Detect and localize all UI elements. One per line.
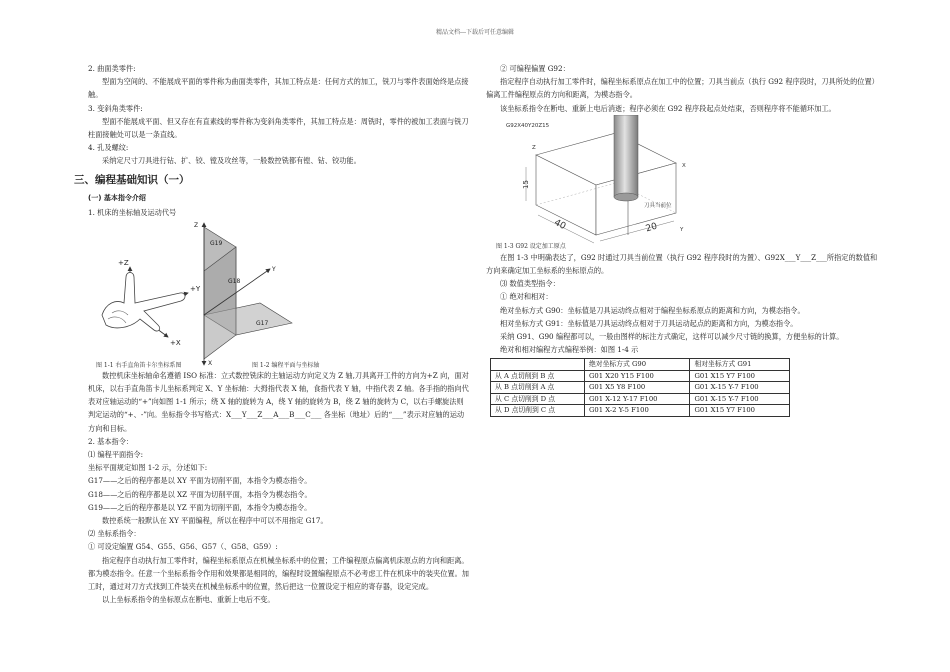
para-hole-body: 采纳定尺寸刀具进行钻、扩、铰、镗及攻丝等，一般数控铣都有镗、钻、铰功能。 (102, 156, 361, 166)
para-coord-cmd-title: ⑵ 坐标系指令： (88, 529, 141, 539)
dimension-20: 20 (644, 221, 659, 235)
left-column (74, 62, 470, 606)
para-bevel-body: 型面不能展成平面、但又存在有直素线的零件称为变斜角类零件，其加工特点是：周铣时，零件的被加工表面与铣刀柱面接触处可以是一条直线。 (88, 116, 469, 140)
table-row (491, 370, 790, 382)
hand-axis-label-y: +Y (190, 284, 201, 293)
table-cell: G01 X15 Y7 F100 (690, 370, 790, 382)
para-g92-body: 指定程序自动执行加工零件时，编程坐标系原点在加工中的位置；刀具当前点（执行 G92 程序段时，刀具所处的位置）偏离工件编程原点的方向和距离，为模态指令。 (486, 77, 876, 100)
table-cell: G01 X15 Y7 F100 (690, 405, 790, 417)
table-cell: G01 X-12 Y-17 F100 (585, 393, 690, 405)
g92-axis-x: X (682, 162, 686, 169)
plane-axis-label-z: Z (194, 221, 199, 229)
para-g54-body: 指定程序自动执行加工零件时，编程坐标系原点在机械坐标系中的位置；工件编程原点偏离机床原点的方向和距离。都为模态指令。任意一个坐标系指令作用和效果都是相同的，编程时设置编程原点不必考虑工件在机床中的装夹位置。加工时，通过对刀方式找到工件装夹在机械坐标系中的位置，然后把这一位置设定于相应的寄存器，设定完成。 (88, 555, 469, 592)
plane-axis-label-y: Y (272, 265, 276, 273)
para-example-intro: 绝对和相对编程方式编程举例：如图 1-4 示 (500, 345, 639, 355)
plane-label-g19: G19 (210, 239, 223, 247)
para-g90: 绝对坐标方式 G90：坐标值是刀具运动终点相对于编程坐标系原点的距离和方向，为模态指令。 (500, 305, 805, 315)
para-curved-body: 型面为空间的、不能展成平面的零件称为曲面类零件，其加工特点是：任何方式的加工，铣刀与零件表面始终是点接触。 (88, 77, 469, 100)
g92-command-label: G92X40Y20Z15 (506, 122, 550, 129)
tool-position-label: 刀具当前位 (644, 202, 672, 209)
para-g18: G18——之后的程序都是以 XZ 平面为切削平面，本指令为模态指令。 (88, 489, 312, 499)
hand-axis-label-z: +Z (118, 258, 129, 267)
figure-1-1-caption: 图 1-1 右手直角笛卡尔坐标系图 (96, 361, 182, 369)
para-abs-rel-title: ① 绝对和相对： (500, 292, 553, 302)
table-cell: 从 A 点切削到 B 点 (491, 370, 585, 382)
figure-1-2-caption: 图 1-2 编程平面与坐标轴 (252, 361, 320, 369)
table-cell: 从 D 点切削到 C 点 (491, 405, 585, 417)
table-header-cell: 相对坐标方式 G91 (690, 359, 790, 371)
right-column (486, 62, 878, 417)
para-g54-note: 以上坐标系指令的坐标原点在断电、重新上电后不变。 (102, 595, 275, 605)
para-basic-cmd-title: 2. 基本指令： (88, 436, 134, 446)
para-g90-g91-usage: 采纳 G91、G90 编程都可以，一般由图样的标注方式确定，这样可以减少尺寸链的换算，方便坐标的计算。 (500, 332, 844, 342)
hand-axis-label-x: +X (170, 338, 181, 347)
table-cell: 从 B 点切削到 A 点 (491, 382, 585, 394)
para-g54-title: ① 可设定编置 G54、G55、G56、G57（、G58、G59）: (88, 542, 278, 552)
subsection-heading: (一) 基本指令介绍 (88, 193, 146, 202)
programming-example-table (490, 358, 790, 417)
page-header: 精品文档---下载后可任意编辑 (435, 29, 515, 36)
para-g19: G19——之后的程序都是以 YZ 平面为切削平面，本指令为模态指令。 (88, 502, 312, 512)
para-g92-explain: 在图 1-3 中明确表达了，G92 时通过刀具当前位置（执行 G92 程序段时的为置）、G92X___Y___Z___所指定的数值和方向来确定加工坐标系的坐标原点的。 (486, 252, 878, 276)
table-cell: 从 C 点切削到 D 点 (491, 393, 585, 405)
table-cell: G01 X-15 Y-7 F100 (690, 393, 790, 405)
para-hole-title: 4. 孔及螺纹: (88, 143, 129, 153)
table-row (491, 393, 790, 405)
table-header-cell (491, 359, 585, 371)
para-g92-note: 该坐标系指令在断电、重新上电后消逝；程序必须在 G92 程序段起点处结束，否则程序将不能循环加工。 (500, 103, 836, 113)
para-bevel-title: 3. 变斜角类零件: (88, 103, 143, 113)
programming-plane-figure (192, 219, 302, 369)
para-curved-title: 2. 曲面类零件: (88, 64, 136, 73)
g92-axis-z: Z (532, 144, 536, 151)
table-row (491, 382, 790, 394)
dimension-15: 15 (522, 179, 530, 189)
figure-1-3-caption: 图 1-3 G92 设定加工原点 (496, 242, 566, 250)
table-header-cell: 绝对坐标方式 G90 (585, 359, 690, 371)
table-cell: G01 X5 Y8 F100 (585, 382, 690, 394)
figure-row-1 (88, 219, 470, 369)
table-row (491, 405, 790, 417)
section-heading: 三、编程基础知识（一） (74, 173, 190, 186)
para-value-type-title: ⑶ 数值类型指令： (500, 279, 560, 289)
dimension-40: 40 (552, 217, 568, 232)
para-axes-title: 1. 机床的坐标轴及运动代号 (88, 207, 177, 217)
para-default-plane: 数控系统一般默认在 XY 平面编程，所以在程序中可以不用指定 G17。 (102, 516, 328, 526)
table-cell: G01 X20 Y15 F100 (585, 370, 690, 382)
para-g92-title: ② 可编程偏置 G92： (500, 64, 570, 73)
plane-label-g17: G17 (256, 319, 269, 327)
plane-axis-label-x: X (208, 359, 213, 367)
g92-origin-figure (496, 115, 696, 245)
table-cell: G01 X-15 Y-7 F100 (690, 382, 790, 394)
figure-row-2 (486, 115, 878, 251)
table-cell: G01 X-2 Y-5 F100 (585, 405, 690, 417)
g92-axis-y: Y (680, 226, 684, 233)
para-axis-naming: 数控机床坐标轴命名遵循 ISO 标准：立式数控铣床的主轴运动方向定义为 Z 轴,刀具离开工件的方向为+Z 向，面对机床，以右手直角笛卡儿坐标系判定 X、Y 坐标轴：大拇指代表 X 轴，食指代表 Y 轴，中指代表 Z 轴。各手指的指向代表对应轴运动的“+”向如图 1-1 所示；绕 X 轴的旋转为 A，绕 Y 轴的旋转为 B，绕 Z 轴的旋转为 C，以右手螺旋法则判定运动的“+、-”向。坐标指令书写格式：X___Y___Z___A___B___C___ 各坐标（地址）后的“___”表示对应轴的运动方向和目标。 (88, 370, 469, 433)
plane-label-g18: G18 (228, 277, 241, 285)
para-g91: 相对坐标方式 G91：坐标值是刀具运动终点相对于刀具运动起点的距离和方向，为模态指令。 (500, 318, 798, 328)
para-plane-cmd-title: ⑴ 编程平面指令: (88, 450, 144, 460)
para-plane-intro: 坐标平面规定如图 1-2 示，分述如下: (88, 463, 208, 473)
table-header-row (491, 359, 790, 371)
para-g17: G17——之后的程序都是以 XY 平面为切削平面，本指令为模态指令。 (88, 476, 312, 486)
